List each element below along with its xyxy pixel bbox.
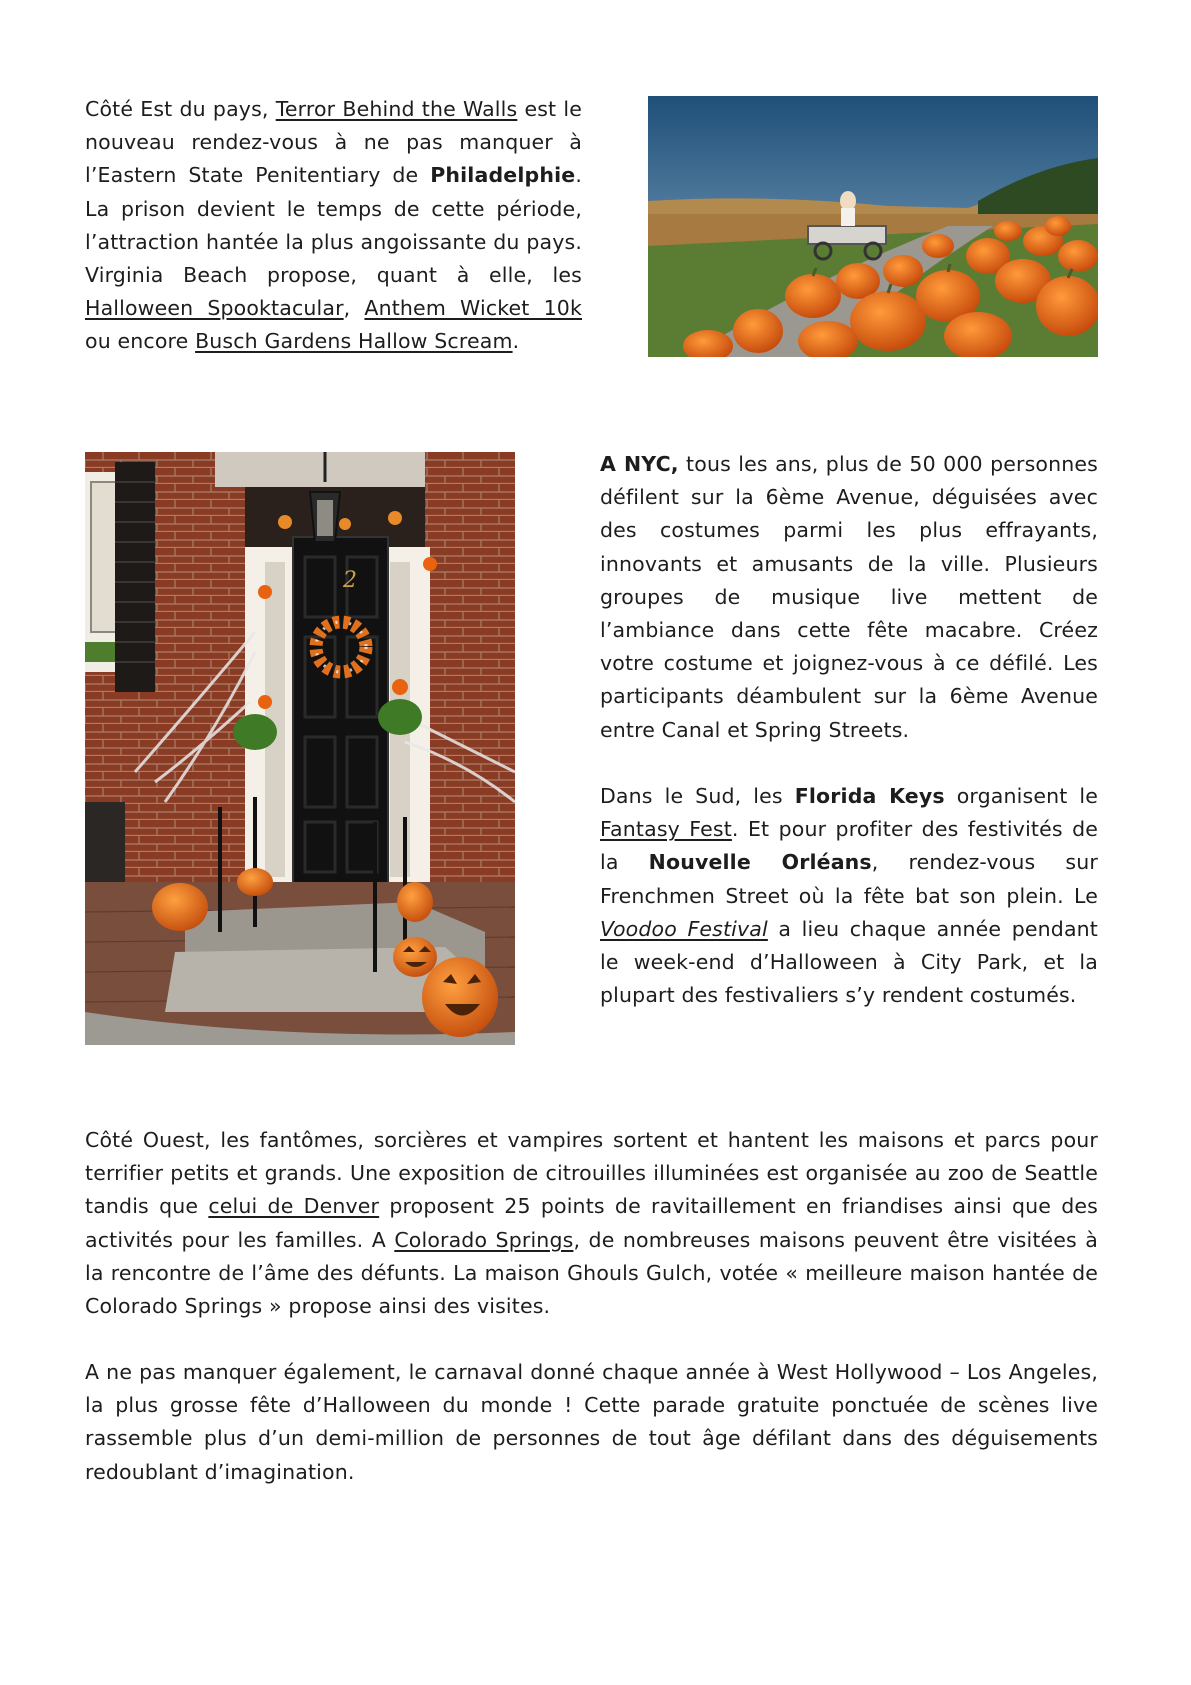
- pumpkin-field-photo: [648, 96, 1098, 357]
- nyc-lead: A NYC,: [600, 452, 679, 476]
- terror-behind-the-walls-link[interactable]: Terror Behind the Walls: [275, 97, 518, 121]
- denver-link[interactable]: celui de Denver: [208, 1194, 380, 1219]
- colorado-springs-link[interactable]: Colorado Springs: [394, 1227, 574, 1252]
- nouvelle-orleans-bold: Nouvelle Orléans: [648, 850, 872, 875]
- nyc-paragraph: A NYC, tous les ans, plus de 50 000 personnes défilent sur la 6ème Avenue, déguisées avec des costumes parmi les plus effrayants, innovants et amusants de la ville. Plusieurs groupes de musique live mettent de l’ambiance dans cette fête macabre. Créez votre costume et joignez-vous à ce défilé. Les participants déambulent sur la 6ème Avenue entre Canal et Spring Streets.: [600, 452, 1098, 742]
- voodoo-festival-link[interactable]: Voodoo Festival: [600, 916, 768, 941]
- busch-gardens-link[interactable]: Busch Gardens Hallow Scream: [195, 329, 513, 354]
- fantasy-fest-link[interactable]: Fantasy Fest: [600, 817, 732, 842]
- south-paragraph: Dans le Sud, les Florida Keys organisent le Fantasy Fest. Et pour profiter des festivités de la Nouvelle Orléans, rendez-vous sur Frenchmen Street où la fête bat son plein. Le Voodoo Festival a lieu chaque année pendant le week-end d’Halloween à City Park, et la plupart des festivaliers s’y rendent costumés.: [600, 784, 1099, 1008]
- halloween-door-photo: [85, 452, 515, 1045]
- door-number: 2: [343, 568, 357, 593]
- florida-keys-bold: Florida Keys: [794, 784, 945, 808]
- west-coast-paragraph: Côté Ouest, les fantômes, sorcières et vampires sortent et hantent les maisons et parcs pour terrifier petits et grands. Une exposition de citrouilles illuminées est organisée au zoo de Seattle tandis que celui de Denver proposent 25 points de ravitaillement en friandises ainsi que des activités pour les familles. A Colorado Springs, de nombreuses maisons peuvent être visitées à la rencontre de l’âme des défunts. La maison Ghouls Gulch, votée « meilleure maison hantée de Colorado Springs » propose ainsi des visites.: [85, 1128, 1099, 1319]
- halloween-spooktacular-link[interactable]: Halloween Spooktacular: [85, 296, 344, 321]
- west-hollywood-paragraph: A ne pas manquer également, le carnaval donné chaque année à West Hollywood – Los Angeles, la plus grosse fête d’Halloween du monde ! Cette parade gratuite ponctuée de scènes live rassemble plus d’un demi-million de personnes de tout âge défilant dans des déguisements redoublant d’imagination.: [85, 1360, 1098, 1484]
- philadelphia-bold: Philadelphie: [430, 163, 576, 188]
- east-coast-paragraph: Côté Est du pays, Terror Behind the Walls est le nouveau rendez-vous à ne pas manquer à l’Eastern State Penitentiary de Philadelphie. La prison devient le temps de cette période, l’attraction hantée la plus angoissante du pays. Virginia Beach propose, quant à elle, les Halloween Spooktacular, Anthem Wicket 10k ou encore Busch Gardens Hallow Scream.: [85, 97, 582, 354]
- anthem-wicket-link[interactable]: Anthem Wicket 10k: [364, 296, 582, 321]
